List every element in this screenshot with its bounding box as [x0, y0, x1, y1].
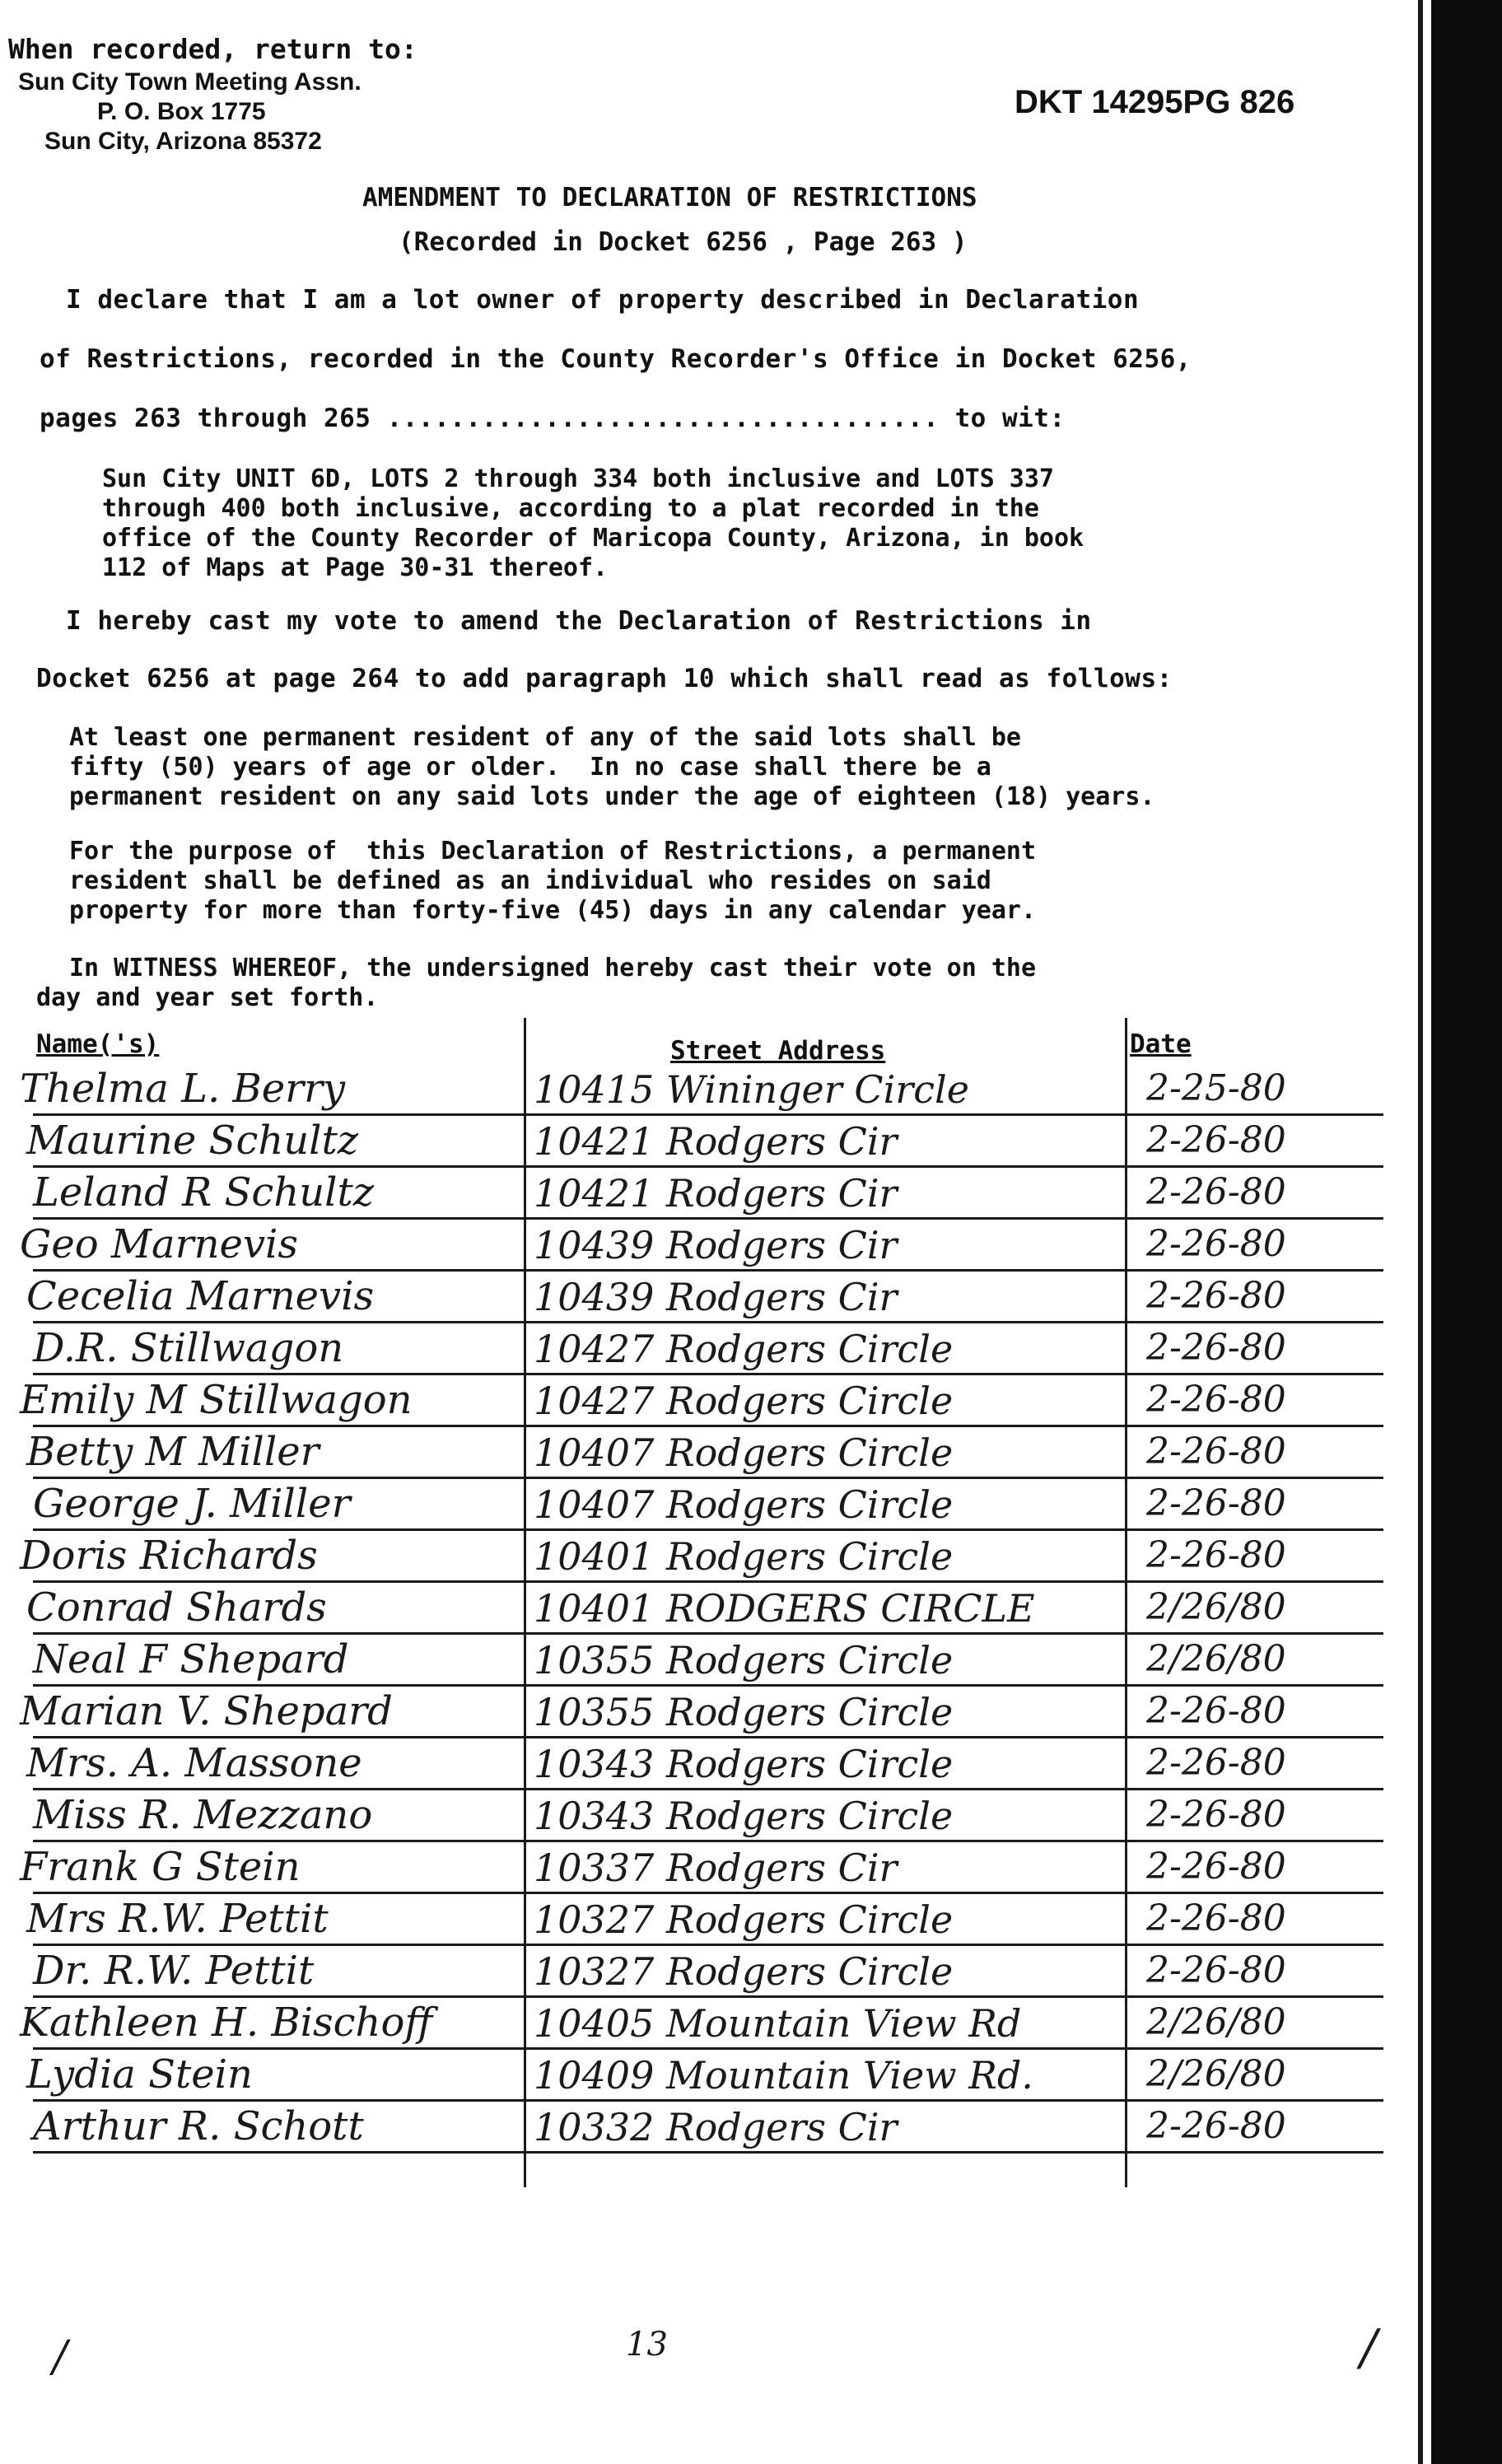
- paragraph-10-line-1: At least one permanent resident of any of the said lots shall be: [69, 723, 1021, 752]
- street-address: 10421 Rodgers Cir: [534, 1119, 898, 1164]
- row-rule: [33, 1995, 1383, 1998]
- signature-name: Leland R Schultz: [33, 1169, 375, 1216]
- docket-stamp: DKT 14295PG 826: [1015, 84, 1295, 120]
- street-address: 10355 Rodgers Circle: [534, 1638, 954, 1682]
- row-rule: [33, 1477, 1383, 1479]
- signature-date: 2-26-80: [1146, 1482, 1286, 1524]
- signature-date: 2/26/80: [1146, 1638, 1286, 1680]
- lots-line-2: through 400 both inclusive, according to a plat recorded in the: [102, 494, 1039, 523]
- street-address: 10439 Rodgers Cir: [534, 1275, 898, 1319]
- row-rule: [33, 1632, 1383, 1635]
- signature-name: Lydia Stein: [26, 2051, 253, 2098]
- signature-name: Mrs. A. Massone: [26, 1740, 362, 1786]
- row-rule: [33, 1788, 1383, 1790]
- lots-line-4: 112 of Maps at Page 30-31 thereof.: [102, 553, 609, 582]
- scan-edge: [1431, 0, 1502, 2464]
- signature-date: 2-26-80: [1146, 2105, 1286, 2147]
- signature-name: Mrs R.W. Pettit: [26, 1896, 329, 1942]
- declaration-line-2: of Restrictions, recorded in the County Recorder's Office in Docket 6256,: [40, 344, 1192, 374]
- witness-line-1: In WITNESS WHEREOF, the undersigned hereby cast their vote on the: [69, 954, 1036, 982]
- street-address: 10407 Rodgers Circle: [534, 1482, 954, 1527]
- document-subtitle: (Recorded in Docket 6256 , Page 263 ): [399, 227, 968, 257]
- street-address: 10343 Rodgers Circle: [534, 1794, 954, 1838]
- street-address: 10327 Rodgers Circle: [534, 1949, 954, 1994]
- signature-date: 2-26-80: [1146, 1223, 1286, 1265]
- column-header-name: Name('s): [36, 1029, 160, 1059]
- street-address: 10439 Rodgers Cir: [534, 1223, 898, 1267]
- return-line-3: Sun City, Arizona 85372: [44, 128, 322, 155]
- signature-date: 2/26/80: [1146, 2053, 1286, 2095]
- row-rule: [33, 1217, 1383, 1220]
- signature-name: Doris Richards: [20, 1533, 318, 1579]
- street-address: 10355 Rodgers Circle: [534, 1690, 954, 1734]
- signature-name: Frank G Stein: [20, 1844, 301, 1890]
- signature-date: 2-25-80: [1146, 1067, 1286, 1109]
- signature-date: 2-26-80: [1146, 1171, 1286, 1213]
- signature-date: 2-26-80: [1146, 1949, 1286, 1991]
- signature-name: D.R. Stillwagon: [33, 1325, 344, 1371]
- return-line-2: P. O. Box 1775: [97, 98, 266, 125]
- row-rule: [33, 1684, 1383, 1687]
- signature-date: 2-26-80: [1146, 1327, 1286, 1369]
- signature-date: 2/26/80: [1146, 2001, 1286, 2043]
- definition-line-2: resident shall be defined as an individual who resides on said: [69, 866, 991, 895]
- row-rule: [33, 1528, 1383, 1531]
- return-heading: When recorded, return to:: [8, 33, 417, 65]
- street-address: 10415 Wininger Circle: [534, 1067, 969, 1112]
- row-rule: [33, 1944, 1383, 1946]
- stray-mark-left: /: [53, 2332, 68, 2382]
- street-address: 10327 Rodgers Circle: [534, 1897, 954, 1942]
- row-rule: [33, 1321, 1383, 1323]
- row-rule: [33, 1113, 1383, 1116]
- declaration-line-3: pages 263 through 265 ................................... to wit:: [40, 404, 1066, 433]
- street-address: 10337 Rodgers Cir: [534, 1846, 898, 1890]
- street-address: 10427 Rodgers Circle: [534, 1327, 954, 1371]
- witness-line-2: day and year set forth.: [36, 983, 379, 1012]
- column-divider-left: [524, 1018, 526, 2187]
- signature-name: Maurine Schultz: [26, 1118, 359, 1164]
- street-address: 10401 Rodgers Circle: [534, 1534, 954, 1579]
- definition-line-1: For the purpose of this Declaration of Restrictions, a permanent: [69, 837, 1036, 866]
- stray-mark-right: /: [1360, 2319, 1378, 2377]
- row-rule: [33, 1373, 1383, 1375]
- street-address: 10405 Mountain View Rd: [534, 2001, 1022, 2046]
- signature-name: Kathleen H. Bischoff: [20, 2000, 433, 2046]
- signature-date: 2-26-80: [1146, 1794, 1286, 1836]
- signature-name: Thelma L. Berry: [20, 1066, 346, 1112]
- return-line-1: Sun City Town Meeting Assn.: [18, 68, 362, 96]
- signature-name: Marian V. Shepard: [20, 1688, 393, 1734]
- signature-name: Conrad Shards: [26, 1584, 327, 1631]
- lots-line-1: Sun City UNIT 6D, LOTS 2 through 334 both inclusive and LOTS 337: [102, 464, 1054, 493]
- row-rule: [33, 1736, 1383, 1738]
- row-rule: [33, 1580, 1383, 1583]
- signature-date: 2-26-80: [1146, 1534, 1286, 1576]
- row-rule: [33, 1425, 1383, 1427]
- definition-line-3: property for more than forty-five (45) days in any calendar year.: [69, 896, 1036, 925]
- street-address: 10343 Rodgers Circle: [534, 1742, 954, 1786]
- signature-name: Cecelia Marnevis: [26, 1273, 375, 1319]
- paragraph-10-line-2: fifty (50) years of age or older. In no case shall there be a: [69, 753, 991, 782]
- declaration-line-1: I declare that I am a lot owner of property described in Declaration: [66, 285, 1140, 315]
- signature-date: 2-26-80: [1146, 1119, 1286, 1161]
- column-header-date: Date: [1130, 1029, 1192, 1059]
- signature-name: George J. Miller: [33, 1481, 351, 1527]
- street-address: 10401 RODGERS CIRCLE: [534, 1586, 1035, 1631]
- signature-date: 2-26-80: [1146, 1742, 1286, 1784]
- signature-name: Geo Marnevis: [20, 1221, 299, 1267]
- signature-name: Miss R. Mezzano: [33, 1792, 373, 1838]
- street-address: 10407 Rodgers Circle: [534, 1430, 954, 1475]
- row-rule: [33, 2047, 1383, 2050]
- row-rule: [33, 1892, 1383, 1894]
- document-title: AMENDMENT TO DECLARATION OF RESTRICTIONS: [362, 183, 977, 212]
- street-address: 10409 Mountain View Rd.: [534, 2053, 1033, 2098]
- lots-line-3: office of the County Recorder of Maricopa County, Arizona, in book: [102, 524, 1085, 553]
- signature-date: 2-26-80: [1146, 1897, 1286, 1939]
- street-address: 10421 Rodgers Cir: [534, 1171, 898, 1216]
- paragraph-10-line-3: permanent resident on any said lots under the age of eighteen (18) years.: [69, 782, 1155, 811]
- column-divider-right: [1125, 1018, 1127, 2187]
- signature-date: 2/26/80: [1146, 1586, 1286, 1628]
- vote-line-1: I hereby cast my vote to amend the Declaration of Restrictions in: [66, 606, 1092, 636]
- signature-date: 2-26-80: [1146, 1275, 1286, 1317]
- column-header-address: Street Address: [670, 1036, 886, 1066]
- signature-name: Dr. R.W. Pettit: [33, 1948, 315, 1994]
- vote-line-2: Docket 6256 at page 264 to add paragraph 10 which shall read as follows:: [36, 664, 1173, 693]
- signature-name: Emily M Stillwagon: [20, 1377, 413, 1423]
- row-rule: [33, 1269, 1383, 1272]
- street-address: 10427 Rodgers Circle: [534, 1379, 954, 1423]
- signature-date: 2-26-80: [1146, 1379, 1286, 1421]
- signature-name: Arthur R. Schott: [33, 2103, 364, 2149]
- row-rule: [33, 2151, 1383, 2154]
- page-mark: 13: [626, 2326, 668, 2364]
- signature-date: 2-26-80: [1146, 1430, 1286, 1472]
- signature-date: 2-26-80: [1146, 1690, 1286, 1732]
- signature-date: 2-26-80: [1146, 1846, 1286, 1888]
- signature-name: Betty M Miller: [26, 1429, 320, 1475]
- row-rule: [33, 1840, 1383, 1842]
- row-rule: [33, 1165, 1383, 1168]
- street-address: 10332 Rodgers Cir: [534, 2105, 898, 2149]
- scan-edge-line: [1418, 0, 1423, 2464]
- row-rule: [33, 2099, 1383, 2102]
- signature-name: Neal F Shepard: [33, 1636, 349, 1682]
